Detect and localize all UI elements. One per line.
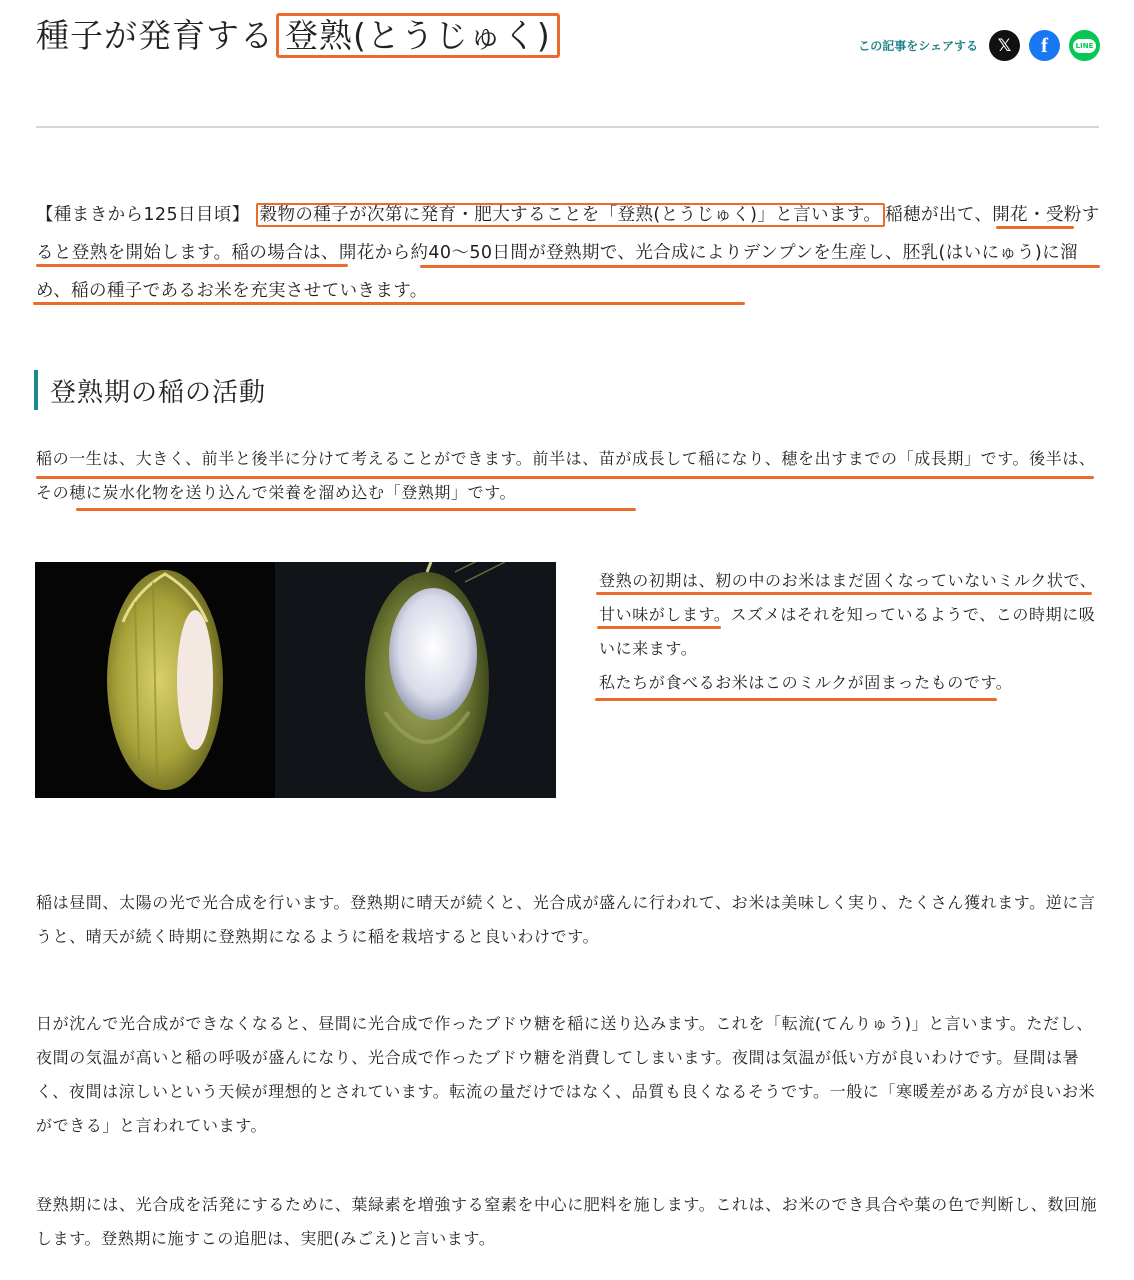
sun-paragraph: 稲は昼間、太陽の光で光合成を行います。登熟期に晴天が続くと、光合成が盛んに行われて、お米は美味しく実り、たくさん獲れます。逆に言うと、晴天が続く時期に登熟期になるように稲を栽培すると良いわけです。 [36, 893, 1096, 946]
section-heading [34, 370, 266, 410]
milk-paragraph-2: 私たちが食べるお米はこのミルクが固まったものです。 [599, 673, 1013, 692]
milk-paragraph [599, 564, 1099, 700]
intro-highlight: 穀物の種子が次第に発育・肥大することを「登熟(とうじゅく)」と言います。 [256, 203, 886, 227]
fertilizer-paragraph: 登熟期には、光合成を活発にするために、葉緑素を増強する窒素を中心に肥料を施します。これは、お米のでき具合や葉の色で判断し、数回施します。登熟期に施すこの追肥は、実肥(みごえ)と言います。 [36, 1195, 1098, 1248]
x-share-icon[interactable]: 𝕏 [989, 30, 1020, 61]
intro-rest: 稲穂が出て、開花・受粉すると登熟を開始します。稲の場合は、開花から約40〜50日間が登熟期で、光合成によりデンプンを生産し、胚乳(はいにゅう)に溜め、稲の種子であるお米を充実させていきます。 [36, 205, 1100, 301]
underline-mark [420, 265, 1100, 268]
lifecycle-paragraph: 稲の一生は、大きく、前半と後半に分けて考えることができます。前半は、苗が成長して稲になり、穂を出すまでの「成長期」です。後半は、その穂に炭水化物を送り込んで栄養を溜め込む「登熟期」です。 [36, 449, 1096, 502]
intro-lead: 【種まきから125日目頃】 [36, 205, 250, 225]
title-prefix: 種子が発育する [36, 16, 274, 55]
heading-bar [34, 370, 38, 410]
underline-mark [76, 508, 636, 511]
transfer-paragraph: 日が沈んで光合成ができなくなると、昼間に光合成で作ったブドウ糖を稲に送り込みます。これを「転流(てんりゅう)」と言います。ただし、夜間の気温が高いと稲の呼吸が盛んになり、光合成で作ったブドウ糖を消費してしまいます。夜間は気温が低い方が良いわけです。昼間は暑く、夜間は涼しいという天候が理想的とされています。転流の量だけではなく、品質も良くなるそうです。一般に「寒暖差がある方が良いお米ができる」と言われています。 [36, 1014, 1096, 1135]
underline-mark [996, 226, 1074, 229]
rice-grain-photo [35, 562, 556, 798]
share-bar [858, 30, 1100, 61]
grain-left-kernel [177, 610, 213, 750]
underline-mark [596, 592, 1092, 595]
underline-mark [595, 698, 997, 701]
line-share-icon[interactable] [1069, 30, 1100, 61]
grain-right-milk [389, 588, 477, 720]
page-title [36, 10, 560, 57]
title-highlight: 登熟(とうじゅく) [276, 13, 560, 58]
rice-grain-illustration [35, 562, 556, 798]
line-icon-label: LINE [1073, 39, 1097, 53]
divider [36, 126, 1099, 128]
underline-mark [597, 626, 721, 629]
section-heading-text: 登熟期の稲の活動 [50, 377, 267, 408]
underline-mark [33, 302, 745, 305]
underline-mark [36, 476, 1094, 479]
milk-paragraph-1: 登熟の初期は、籾の中のお米はまだ固くなっていないミルク状で、甘い味がします。スズメはそれを知っているようで、この時期に吸いに来ます。 [599, 571, 1097, 658]
intro-paragraph [36, 196, 1102, 310]
share-label: この記事をシェアする [858, 39, 978, 53]
underline-mark [36, 264, 348, 267]
facebook-share-icon[interactable]: f [1029, 30, 1060, 61]
